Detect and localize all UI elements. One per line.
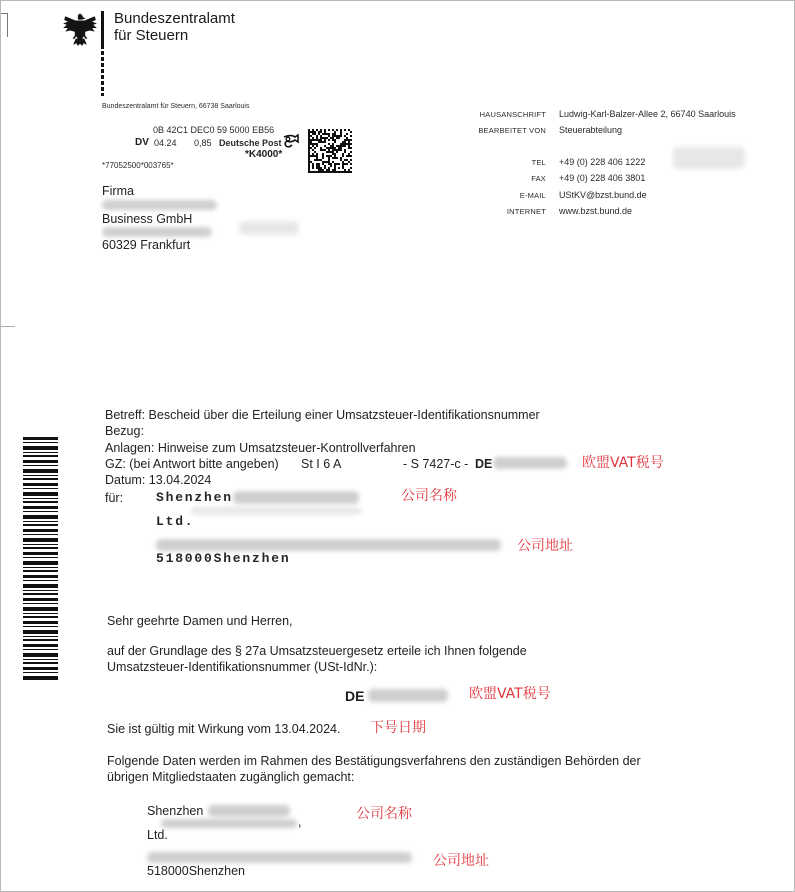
annotation-issue-date: 下号日期: [370, 720, 426, 736]
postage-amount: 0,85: [194, 138, 212, 148]
contact-label-tel: TEL: [531, 158, 546, 167]
body-line2: Umsatzsteuer-Identifikationsnummer (USt-IdNr.):: [107, 660, 378, 674]
for-label: für:: [105, 491, 124, 505]
redacted-block: [368, 689, 448, 702]
contact-label-address: HAUSANSCHRIFT: [479, 110, 546, 119]
annotation-eu-vat-number: 欧盟VAT税号: [469, 686, 551, 702]
redacted-block: [156, 539, 501, 551]
vat-number-prefix: DE: [345, 688, 365, 704]
gz-vat-prefix: DE: [475, 457, 493, 471]
date-line: Datum: 13.04.2024: [105, 473, 212, 487]
contact-value-email: UStKV@bzst.bund.de: [559, 190, 647, 200]
validity-line: Sie ist gültig mit Wirkung vom 13.04.2024.: [107, 722, 341, 736]
redacted-block: [102, 227, 212, 237]
contact-value-handled-by: Steuerabteilung: [559, 125, 623, 135]
redacted-block: [239, 221, 299, 235]
recipient-line2: Business GmbH: [102, 212, 193, 226]
gz-file: - S 7427-c -: [403, 457, 469, 471]
redacted-block: [161, 819, 297, 828]
annotation-company-address: 公司地址: [517, 538, 573, 554]
annotation-company-name: 公司名称: [401, 488, 457, 504]
disclosure-line1: Folgende Daten werden im Rahmen des Bestätigungsverfahrens den zuständigen Behörden der: [107, 754, 641, 768]
fold-mark: [1, 326, 15, 327]
datamatrix-code: [308, 129, 352, 173]
contact-value-fax: +49 (0) 228 406 3801: [559, 173, 646, 183]
redacted-block: [673, 147, 745, 169]
contact-value-internet: www.bzst.bund.de: [559, 206, 633, 216]
corner-mark: [7, 13, 8, 37]
corner-mark: [1, 13, 8, 14]
contact-value-tel: +49 (0) 228 406 1222: [559, 157, 646, 167]
return-address: Bundeszentralamt für Steuern, 66738 Saarlouis: [102, 103, 250, 110]
disclosed-company-city: 518000Shenzhen: [147, 864, 246, 878]
annotation-eu-vat-number: 欧盟VAT税号: [582, 455, 664, 471]
contact-label-handled-by: BEARBEITET VON: [478, 126, 546, 135]
annotation-company-name: 公司名称: [356, 806, 412, 822]
disclosure-line2: übrigen Mitgliedstaaten zugänglich gemacht:: [107, 770, 355, 784]
subject-line: Betreff: Bescheid über die Erteilung einer Umsatzsteuer-Identifikationsnummer: [105, 408, 540, 422]
contact-label-fax: FAX: [531, 174, 546, 183]
postage-date: 04.24: [154, 138, 177, 148]
company-city: 518000Shenzhen: [156, 551, 291, 566]
disclosed-company-suffix: Ltd.: [147, 828, 168, 842]
gz-label: GZ: (bei Antwort bitte angeben): [105, 457, 279, 471]
body-line1: auf der Grundlage des § 27a Umsatzsteuergesetz erteile ich Ihnen folgende: [107, 644, 527, 658]
redacted-block: [208, 805, 290, 817]
federal-eagle-icon: [61, 11, 99, 49]
post-horn-icon: [282, 134, 300, 149]
annotation-company-address: 公司地址: [433, 853, 489, 869]
company-name: Shenzhen: [156, 490, 233, 505]
sender-name-line2: für Steuern: [114, 27, 189, 44]
disclosed-company-name: Shenzhen: [147, 804, 204, 818]
redacted-block: [102, 200, 217, 210]
redacted-block: [147, 852, 412, 863]
barcode: [23, 437, 58, 682]
contact-label-internet: INTERNET: [506, 207, 546, 216]
recipient-line1: Firma: [102, 184, 134, 198]
postage-carrier: Deutsche Post: [219, 138, 282, 148]
postage-zone: *K4000*: [245, 149, 283, 160]
salutation: Sehr geehrte Damen und Herren,: [107, 614, 293, 628]
tracking-number: *77052500*003765*: [102, 161, 174, 170]
postage-code: 0B 42C1 DEC0 59 5000 EB56: [153, 125, 275, 135]
contact-value-address: Ludwig-Karl-Balzer-Allee 2, 66740 Saarlouis: [559, 109, 736, 119]
contact-label-email: E-MAIL: [519, 191, 546, 200]
flag-bar: [101, 51, 104, 96]
gz-office: St I 6 A: [301, 457, 342, 471]
redacted-block: [233, 491, 359, 504]
sender-name-line1: Bundeszentralamt: [114, 10, 235, 27]
attachments-line: Anlagen: Hinweise zum Umsatzsteuer-Kontrollverfahren: [105, 441, 416, 455]
reference-line: Bezug:: [105, 424, 144, 438]
company-suffix: Ltd.: [156, 514, 195, 529]
recipient-line3: 60329 Frankfurt: [102, 238, 191, 252]
disclosed-comma: ,: [298, 815, 302, 829]
postage-dv-label: DV: [135, 137, 149, 148]
redacted-block: [493, 457, 567, 469]
redacted-block: [191, 507, 361, 515]
flag-bar: [101, 11, 104, 49]
